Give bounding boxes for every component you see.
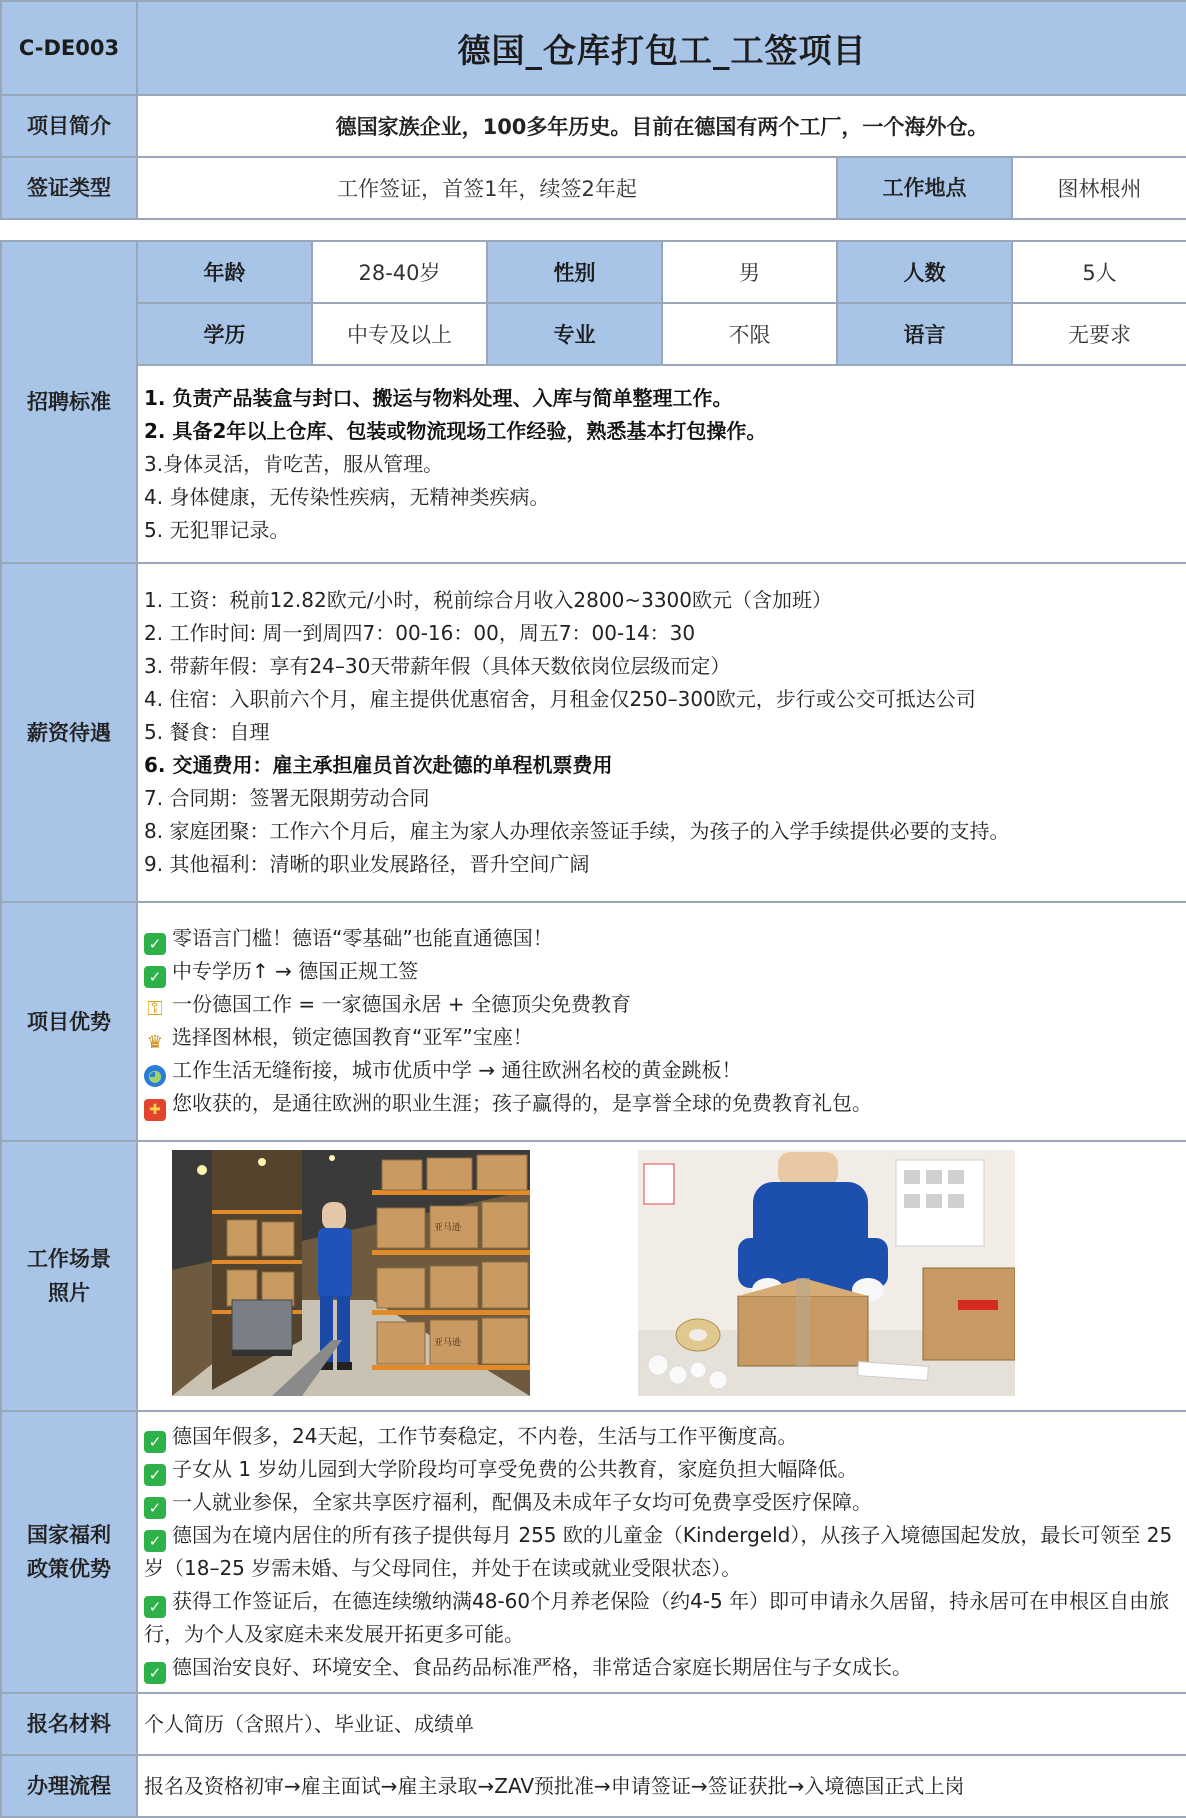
- list-item-text: 德国为在境内居住的所有孩子提供每月 255 欧的儿童金（Kindergeld），从孩子入境德国起发放，最长可领至 25 岁（18–25 岁需未婚、与父母同住，并处于在读或就业受限状态）。: [144, 1523, 1173, 1580]
- list-item-text: 获得工作签证后，在德连续缴纳满48-60个月养老保险（约4-5 年）即可申请永久居留，持永居可在申根区自由旅行，为个人及家庭未来发展开拓更多可能。: [144, 1589, 1170, 1646]
- process-label: 办理流程: [1, 1755, 137, 1817]
- globe-icon: ◕: [144, 1065, 166, 1087]
- salary-details: [137, 563, 1186, 902]
- list-item: 4. 住宿：入职前六个月，雇主提供优惠宿舍，月租金仅250–300欧元，步行或公交可抵达公司: [144, 687, 976, 711]
- headcount-label: 人数: [837, 241, 1012, 303]
- list-item: 7. 合同期：签署无限期劳动合同: [144, 786, 430, 810]
- list-item-text: 德国年假多，24天起，工作节奏稳定，不内卷，生活与工作平衡度高。: [172, 1424, 798, 1448]
- age-label: 年龄: [137, 241, 312, 303]
- list-item: [144, 1021, 1178, 1054]
- list-item: [144, 1087, 1178, 1121]
- list-item: 5. 无犯罪记录。: [144, 517, 290, 542]
- gift-icon: ✚: [144, 1099, 166, 1121]
- list-item: 2. 工作时间: 周一到周四7：00-16：00，周五7：00-14：30: [144, 621, 696, 645]
- major-value: 不限: [662, 303, 837, 365]
- photos-label: [1, 1141, 137, 1411]
- list-item-text: 选择图林根，锁定德国教育“亚军”宝座！: [172, 1025, 533, 1049]
- language-label: 语言: [837, 303, 1012, 365]
- visa-label: 签证类型: [1, 157, 137, 219]
- recruit-requirements: [137, 365, 1186, 563]
- advantages-list: [137, 902, 1186, 1141]
- list-item: 4. 身体健康，无传染性疾病，无精神类疾病。: [144, 484, 550, 509]
- check-icon: ✓: [144, 1662, 166, 1684]
- materials-label: 报名材料: [1, 1693, 137, 1755]
- list-item: 5. 餐食：自理: [144, 720, 270, 744]
- project-header-table: [0, 0, 1186, 220]
- project-detail-table: [0, 240, 1186, 1818]
- age-value: 28-40岁: [312, 241, 487, 303]
- list-item: [144, 955, 1178, 988]
- photos-label-line2: 照片: [48, 1281, 90, 1305]
- welfare-label-line2: 政策优势: [27, 1557, 111, 1581]
- list-item: [144, 1420, 1178, 1453]
- list-item-text: 一份德国工作 = 一家德国永居 + 全德顶尖免费教育: [172, 992, 631, 1016]
- list-item: [144, 1054, 1178, 1087]
- list-item: 2. 具备2年以上仓库、包装或物流现场工作经验，熟悉基本打包操作。: [144, 418, 767, 443]
- project-code: C-DE003: [1, 1, 137, 95]
- check-icon: ✓: [144, 1530, 166, 1552]
- materials-text: [137, 1693, 1186, 1755]
- process-value: 报名及资格初审→雇主面试→雇主录取→ZAV预批准→申请签证→签证获批→入境德国正式上岗: [144, 1773, 965, 1798]
- welfare-list: [137, 1411, 1186, 1693]
- location-label: 工作地点: [837, 157, 1012, 219]
- check-icon: ✓: [144, 1596, 166, 1618]
- location-value: 图林根州: [1012, 157, 1186, 219]
- gender-value: 男: [662, 241, 837, 303]
- check-icon: ✓: [144, 933, 166, 955]
- key-icon: ⚿: [147, 996, 163, 1020]
- list-item: [144, 1585, 1178, 1651]
- education-value: 中专及以上: [312, 303, 487, 365]
- language-value: 无要求: [1012, 303, 1186, 365]
- recruit-label: 招聘标准: [1, 241, 137, 563]
- trophy-icon: ♛: [146, 1032, 164, 1053]
- materials-value: 个人简历（含照片）、毕业证、成绩单: [144, 1711, 474, 1736]
- list-item-text: 子女从 1 岁幼儿园到大学阶段均可享受免费的公共教育，家庭负担大幅降低。: [172, 1457, 858, 1481]
- warehouse-photo: [172, 1150, 530, 1396]
- welfare-label: [1, 1411, 137, 1693]
- list-item-text: 零语言门槛！德语“零基础”也能直通德国！: [172, 926, 553, 950]
- intro-text: 德国家族企业，100多年历史。目前在德国有两个工厂，一个海外仓。: [137, 95, 1186, 157]
- education-label: 学历: [137, 303, 312, 365]
- headcount-value: 5人: [1012, 241, 1186, 303]
- list-item: [144, 1651, 1178, 1684]
- packing-photo: [638, 1150, 1015, 1396]
- salary-label: 薪资待遇: [1, 563, 137, 902]
- photos-label-line1: 工作场景: [27, 1247, 111, 1271]
- list-item: [144, 1453, 1178, 1486]
- page-title: 德国_仓库打包工_工签项目: [137, 1, 1186, 95]
- list-item: [144, 922, 1178, 955]
- check-icon: ✓: [144, 1431, 166, 1453]
- list-item: 6. 交通费用：雇主承担雇员首次赴德的单程机票费用: [144, 753, 613, 777]
- list-item: 9. 其他福利：清晰的职业发展路径，晋升空间广阔: [144, 852, 590, 876]
- list-item: 8. 家庭团聚：工作六个月后，雇主为家人办理依亲签证手续，为孩子的入学手续提供必要的支持。: [144, 819, 1010, 843]
- advantages-label: 项目优势: [1, 902, 137, 1141]
- check-icon: ✓: [144, 1497, 166, 1519]
- box-label: 亚马逊: [434, 1338, 462, 1348]
- list-item-text: 您收获的，是通往欧洲的职业生涯；孩子赢得的，是享誉全球的免费教育礼包。: [172, 1091, 872, 1115]
- check-icon: ✓: [144, 1464, 166, 1486]
- welfare-label-line1: 国家福利: [27, 1523, 111, 1547]
- visa-value: 工作签证，首签1年，续签2年起: [137, 157, 837, 219]
- list-item-text: 中专学历↑ → 德国正规工签: [172, 959, 419, 983]
- gender-label: 性别: [487, 241, 662, 303]
- check-icon: ✓: [144, 966, 166, 988]
- list-item-text: 工作生活无缝衔接，城市优质中学 → 通往欧洲名校的黄金跳板！: [172, 1058, 742, 1082]
- list-item: 1. 工资：税前12.82欧元/小时，税前综合月收入2800~3300欧元（含加班）: [144, 588, 832, 612]
- list-item: 3. 带薪年假：享有24–30天带薪年假（具体天数依岗位层级而定）: [144, 654, 731, 678]
- major-label: 专业: [487, 303, 662, 365]
- list-item: 1. 负责产品装盒与封口、搬运与物料处理、入库与简单整理工作。: [144, 385, 733, 410]
- list-item: [144, 988, 1178, 1021]
- process-text: [137, 1755, 1186, 1817]
- list-item: 3.身体灵活，肯吃苦，服从管理。: [144, 451, 444, 476]
- list-item-text: 德国治安良好、环境安全、食品药品标准严格，非常适合家庭长期居住与子女成长。: [172, 1655, 912, 1679]
- list-item: [144, 1486, 1178, 1519]
- list-item-text: 一人就业参保，全家共享医疗福利，配偶及未成年子女均可免费享受医疗保障。: [172, 1490, 872, 1514]
- box-label: 亚马逊: [434, 1223, 462, 1233]
- list-item: [144, 1519, 1178, 1585]
- intro-label: 项目简介: [1, 95, 137, 157]
- photos-cell: [137, 1141, 1186, 1411]
